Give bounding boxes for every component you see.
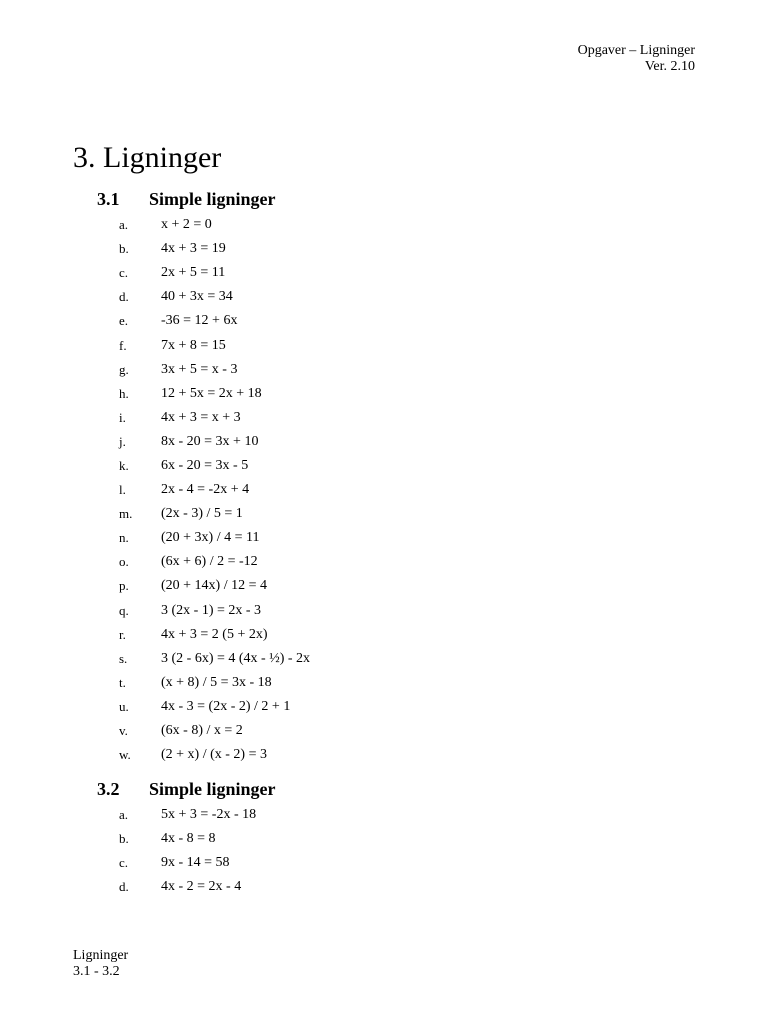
problem-equation: 4x - 3 = (2x - 2) / 2 + 1 <box>161 698 291 714</box>
section-3-2 <box>97 778 657 899</box>
section-heading <box>97 188 657 210</box>
problem-letter: r. <box>119 626 126 642</box>
page-header <box>578 43 695 75</box>
problem-letter: d. <box>119 879 129 895</box>
problem-item <box>97 743 657 767</box>
page-footer <box>73 948 128 980</box>
header-doc-title: Opgaver – Ligninger <box>577 43 695 58</box>
problem-letter: o. <box>119 554 129 570</box>
section-number: 3.1 <box>97 189 120 209</box>
problem-item <box>97 237 657 261</box>
problem-letter: b. <box>119 241 129 257</box>
problem-letter: v. <box>119 723 128 739</box>
problem-letter: m. <box>119 506 133 522</box>
problem-equation: x + 2 = 0 <box>161 217 212 233</box>
section-3-1 <box>97 188 657 767</box>
problem-item <box>97 574 657 598</box>
problem-item <box>97 406 657 430</box>
problem-item <box>97 599 657 623</box>
problem-equation: (6x - 8) / x = 2 <box>161 723 243 739</box>
problem-equation: 3 (2x - 1) = 2x - 3 <box>161 602 262 618</box>
problem-item <box>97 382 657 406</box>
problem-letter: l. <box>119 482 126 498</box>
problem-equation: 7x + 8 = 15 <box>161 337 226 353</box>
problem-letter: c. <box>119 265 129 281</box>
problem-item <box>97 430 657 454</box>
problem-item <box>97 803 657 827</box>
problem-item <box>97 550 657 574</box>
problem-equation: (6x + 6) / 2 = -12 <box>161 554 258 570</box>
problem-equation: (x + 8) / 5 = 3x - 18 <box>161 674 272 690</box>
problem-letter: c. <box>119 855 129 871</box>
problem-letter: d. <box>119 289 129 305</box>
problem-letter: a. <box>119 807 129 823</box>
problem-item <box>97 827 657 851</box>
section-heading <box>97 778 657 800</box>
problem-item <box>97 478 657 502</box>
problem-equation: 6x - 20 = 3x - 5 <box>161 457 249 473</box>
problem-equation: (2x - 3) / 5 = 1 <box>161 506 243 522</box>
problem-item <box>97 647 657 671</box>
problem-item <box>97 213 657 237</box>
problem-letter: k. <box>119 457 129 473</box>
problem-equation: (2 + x) / (x - 2) = 3 <box>161 747 267 763</box>
problem-letter: s. <box>119 650 128 666</box>
problem-equation: 3 (2 - 6x) = 4 (4x - ½) - 2x <box>161 650 311 666</box>
problem-letter: j. <box>119 433 126 449</box>
problem-letter: a. <box>119 217 129 233</box>
problem-item <box>97 454 657 478</box>
problem-list <box>97 213 657 767</box>
problem-equation: 8x - 20 = 3x + 10 <box>161 433 259 449</box>
section-title: Simple ligninger <box>149 779 276 799</box>
problem-item <box>97 358 657 382</box>
problem-letter: n. <box>119 530 129 546</box>
problem-equation: -36 = 12 + 6x <box>161 313 238 329</box>
section-number: 3.2 <box>97 779 120 799</box>
problem-letter: f. <box>119 337 127 353</box>
problem-letter: p. <box>119 578 129 594</box>
problem-equation: 4x - 8 = 8 <box>161 831 216 847</box>
problem-item <box>97 875 657 899</box>
problem-equation: 3x + 5 = x - 3 <box>161 361 238 377</box>
problem-list <box>97 803 657 899</box>
problem-letter: u. <box>119 698 129 714</box>
problem-item <box>97 502 657 526</box>
problem-equation: 4x + 3 = x + 3 <box>161 409 241 425</box>
header-version: Ver. 2.10 <box>644 59 695 74</box>
problem-item <box>97 261 657 285</box>
problem-equation: 4x - 2 = 2x - 4 <box>161 879 242 895</box>
problem-equation: 5x + 3 = -2x - 18 <box>161 807 257 823</box>
problem-letter: b. <box>119 831 129 847</box>
problem-equation: (20 + 3x) / 4 = 11 <box>161 530 260 546</box>
problem-item <box>97 695 657 719</box>
problem-equation: 2x + 5 = 11 <box>161 265 226 281</box>
problem-letter: q. <box>119 602 129 618</box>
problem-item <box>97 623 657 647</box>
problem-item <box>97 671 657 695</box>
problem-item <box>97 719 657 743</box>
problem-equation: (20 + 14x) / 12 = 4 <box>161 578 268 594</box>
problem-letter: e. <box>119 313 129 329</box>
problem-letter: i. <box>119 409 126 425</box>
problem-equation: 40 + 3x = 34 <box>161 289 233 305</box>
problem-equation: 9x - 14 = 58 <box>161 855 230 871</box>
problem-letter: w. <box>119 747 131 763</box>
problem-item <box>97 851 657 875</box>
section-title: Simple ligninger <box>149 189 276 209</box>
problem-item <box>97 333 657 357</box>
problem-equation: 4x + 3 = 19 <box>161 241 226 257</box>
footer-topic: Ligninger <box>73 948 129 963</box>
problem-letter: h. <box>119 385 129 401</box>
problem-item <box>97 309 657 333</box>
problem-item <box>97 285 657 309</box>
problem-equation: 4x + 3 = 2 (5 + 2x) <box>161 626 268 642</box>
chapter-title: 3. Ligninger <box>73 141 222 174</box>
problem-equation: 12 + 5x = 2x + 18 <box>161 385 262 401</box>
problem-letter: g. <box>119 361 129 377</box>
footer-sections: 3.1 - 3.2 <box>73 964 120 979</box>
problem-equation: 2x - 4 = -2x + 4 <box>161 482 250 498</box>
problem-item <box>97 526 657 550</box>
problem-letter: t. <box>119 674 126 690</box>
